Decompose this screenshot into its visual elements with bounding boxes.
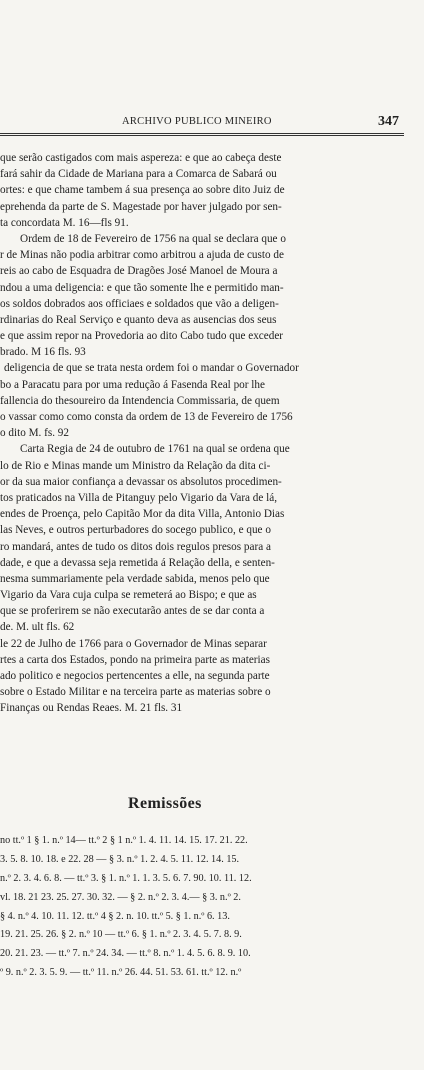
text-line: las Neves, e outros perturbadores do socego publico, e que o	[0, 524, 271, 537]
remissoes-line: n.º 2. 3. 4. 6. 8. — tt.º 3. § 1. n.º 1. 1. 3. 5. 6. 7. 90. 10. 11. 12.	[0, 872, 252, 884]
text-line: eprehenda da parte de S. Magestade por haver julgado por sen-	[0, 200, 282, 213]
text-line: de. M. ult fls. 62	[0, 621, 75, 634]
text-line: Vigario da Vara cuja culpa se remeterá ao Bispo; e que as	[0, 589, 257, 602]
text-line: rdinarias do Real Serviço e quanto deva as ausencias dos seus	[0, 313, 277, 326]
remissoes-line: no tt.º 1 § 1. n.º 14— tt.º 2 § 1 n.º 1. 4. 11. 14. 15. 17. 21. 22.	[0, 835, 248, 846]
text-line: endes de Proença, pelo Capitão Mor da dita Villa, Antonio Dias	[0, 508, 285, 521]
text-line: bo a Paracatu para por uma redução á Fasenda Real por lhe	[0, 378, 265, 391]
text-line: ro mandará, antes de tudo os ditos dois regulos presos para a	[0, 540, 271, 553]
remissoes-line: vl. 18. 21 23. 25. 27. 30. 32. — § 2. n.º 2. 3. 4.— § 3. n.º 2.	[0, 891, 241, 903]
text-line: ado politico e negocios pertencentes a elle, na segunda parte	[0, 670, 270, 682]
text-line: rtes a carta dos Estados, pondo na primeira parte as materias	[0, 653, 270, 666]
text-line: Ordem de 18 de Fevereiro de 1756 na qual se declara que o	[20, 232, 286, 245]
text-line: ndou a uma deligencia: e que tão somente lhe e permitido man-	[0, 281, 284, 294]
text-line: o dito M. fs. 92	[0, 427, 69, 440]
remissoes-line: 20. 21. 23. — tt.º 7. n.º 24. 34. — tt.º 8. n.º 1. 4. 5. 6. 8. 9. 10.	[0, 948, 251, 960]
text-line: reis ao cabo de Esquadra de Dragões José Manoel de Moura a	[0, 265, 278, 278]
page-number: 347	[378, 114, 399, 129]
text-line: tos praticados na Villa de Pitanguy pelo Vigario da Vara de lá,	[0, 491, 278, 504]
remissoes-line: 19. 21. 25. 26. § 2. n.º 10 — tt.º 6. § 1. n.º 2. 3. 4. 5. 7. 8. 9.	[0, 929, 242, 941]
body-text	[0, 150, 410, 717]
text-line: ortes: e que chame tambem á sua presença ao sobre dito Juiz de	[0, 184, 285, 197]
text-line: lo de Rio e Minas mande um Ministro da Relação da dita ci-	[0, 459, 271, 472]
remissoes-heading: Remissões	[128, 795, 202, 812]
text-line: Carta Regia de 24 de outubro de 1761 na qual se ordena que	[20, 443, 290, 456]
text-line: deligencia de que se trata nesta ordem foi o mandar o Governador	[4, 362, 299, 375]
text-line: e que assim repor na Provedoria ao dito Cabo tudo que exceder	[0, 330, 284, 343]
remissoes-line: § 4. n.º 4. 10. 11. 12. tt.º 4 § 2. n. 10. tt.º 5. § 1. n.º 6. 13.	[0, 910, 230, 922]
text-line: sobre o Estado Militar e na terceira parte as materias sobre o	[0, 686, 271, 699]
text-line: fará sahir da Cidade de Mariana para a Comarca de Sabará ou	[0, 168, 277, 181]
text-line: fallencia do thesoureiro da Intendencia Commissaria, de quem	[0, 394, 280, 407]
text-line: que serão castigados com mais aspereza: e que ao cabeça deste	[0, 152, 282, 164]
remissoes-line: º 9. n.º 2. 3. 5. 9. — tt.º 11. n.º 26. 44. 51. 53. 61. tt.º 12. n.º	[0, 967, 242, 979]
header-rule	[0, 133, 404, 136]
text-line: dade, e que a devassa seja remetida á Relação della, e senten-	[0, 556, 275, 569]
text-line: brado. M 16 fls. 93	[0, 346, 86, 359]
text-line: ta concordata M. 16—fls 91.	[0, 216, 129, 229]
text-line: que se proferirem se não executarão antes de se dar conta a	[0, 605, 265, 618]
text-line: le 22 de Julho de 1766 para o Governador de Minas separar	[0, 637, 267, 650]
text-line: os soldos dobrados aos officiaes e soldados que vão a deligen-	[0, 297, 279, 310]
remissoes-line: 3. 5. 8. 10. 18. e 22. 28 — § 3. n.º 1. 2. 4. 5. 11. 12. 14. 15.	[0, 853, 240, 865]
text-line: o vassar como como consta da ordem de 13 de Fevereiro de 1756	[0, 411, 293, 423]
text-line: or da sua maior confiança a devassar os absolutos procedimen-	[0, 475, 282, 488]
text-line: r de Minas não podia arbitrar como arbitrou a ajuda de custo de	[0, 249, 284, 262]
remissoes-list	[0, 832, 410, 983]
text-line: nesma summariamente pela verdade sabida, menos pelo que	[0, 572, 270, 585]
text-line: Finanças ou Rendas Reaes. M. 21 fls. 31	[0, 702, 183, 715]
page-header	[0, 112, 424, 132]
running-title: ARCHIVO PUBLICO MINEIRO	[122, 116, 272, 127]
